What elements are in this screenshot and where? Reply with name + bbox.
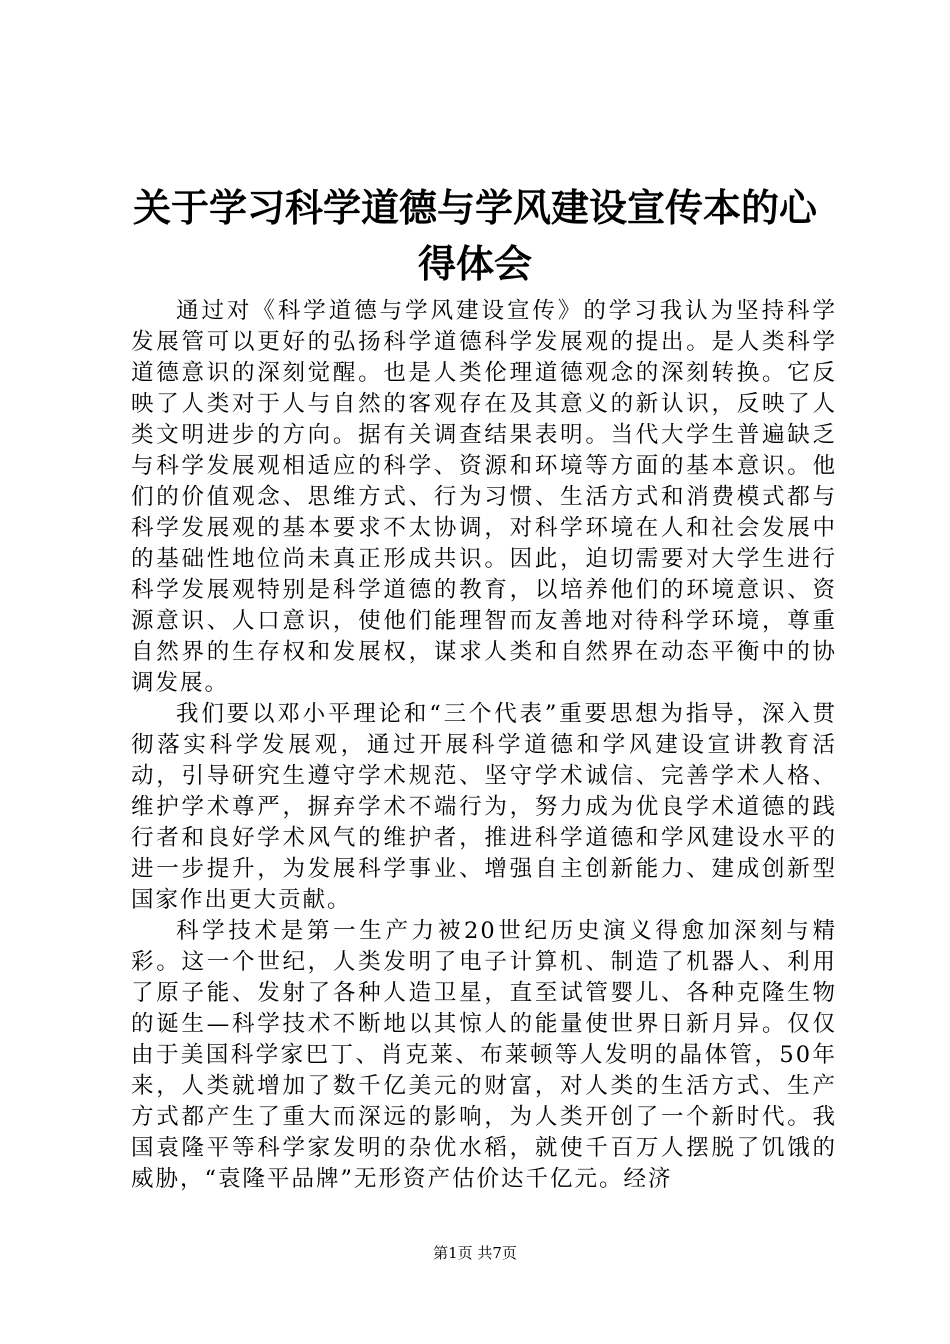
paragraph-3: 科学技术是第一生产力被20世纪历史演义得愈加深刻与精彩。这一个世纪，人类发明了电子计算机、制造了机器人、利用了原子能、发射了各种人造卫星，直至试管婴儿、各种克隆生物的诞生—科学技术不断地以其惊人的能量使世界日新月异。仅仅由于美国科学家巴丁、肖克莱、布莱顿等人发明的晶体管，50年来，人类就增加了数千亿美元的财富，对人类的生活方式、生产方式都产生了重大而深远的影响，为人类开创了一个新时代。我国袁隆平等科学家发明的杂优水稻，就使千百万人摆脱了饥饿的威胁，“袁隆平品牌”无形资产估价达千亿元。经济 <box>131 918 837 1192</box>
document-title: 关于学习科学道德与学风建设宣传本的心得体会 <box>132 185 817 286</box>
page-footer: 第1页 共7页 <box>433 1244 517 1262</box>
paragraph-1: 通过对《科学道德与学风建设宣传》的学习我认为坚持科学发展管可以更好的弘扬科学道德科学发展观的提出。是人类科学道德意识的深刻觉醒。也是人类伦理道德观念的深刻转换。它反映了人类对于人与自然的客观存在及其意义的新认识，反映了人类文明进步的方向。据有关调查结果表明。当代大学生普遍缺乏与科学发展观相适应的科学、资源和环境等方面的基本意识。他们的价值观念、思维方式、行为习惯、生活方式和消费模式都与科学发展观的基本要求不太协调，对科学环境在人和社会发展中的基础性地位尚未真正形成共识。因此，迫切需要对大学生进行科学发展观特别是科学道德的教育，以培养他们的环境意识、资源意识、人口意识，使他们能理智而友善地对待科学环境，尊重自然界的生存权和发展权，谋求人类和自然界在动态平衡中的协调发展。 <box>131 298 837 696</box>
paragraph-2: 我们要以邓小平理论和“三个代表”重要思想为指导，深入贯彻落实科学发展观，通过开展科学道德和学风建设宣讲教育活动，引导研究生遵守学术规范、坚守学术诚信、完善学术人格、维护学术尊严，摒弃学术不端行为，努力成为优良学术道德的践行者和良好学术风气的维护者，推进科学道德和学风建设水平的进一步提升，为发展科学事业、增强自主创新能力、建成创新型国家作出更大贡献。 <box>131 701 837 913</box>
document-body <box>131 296 837 1195</box>
